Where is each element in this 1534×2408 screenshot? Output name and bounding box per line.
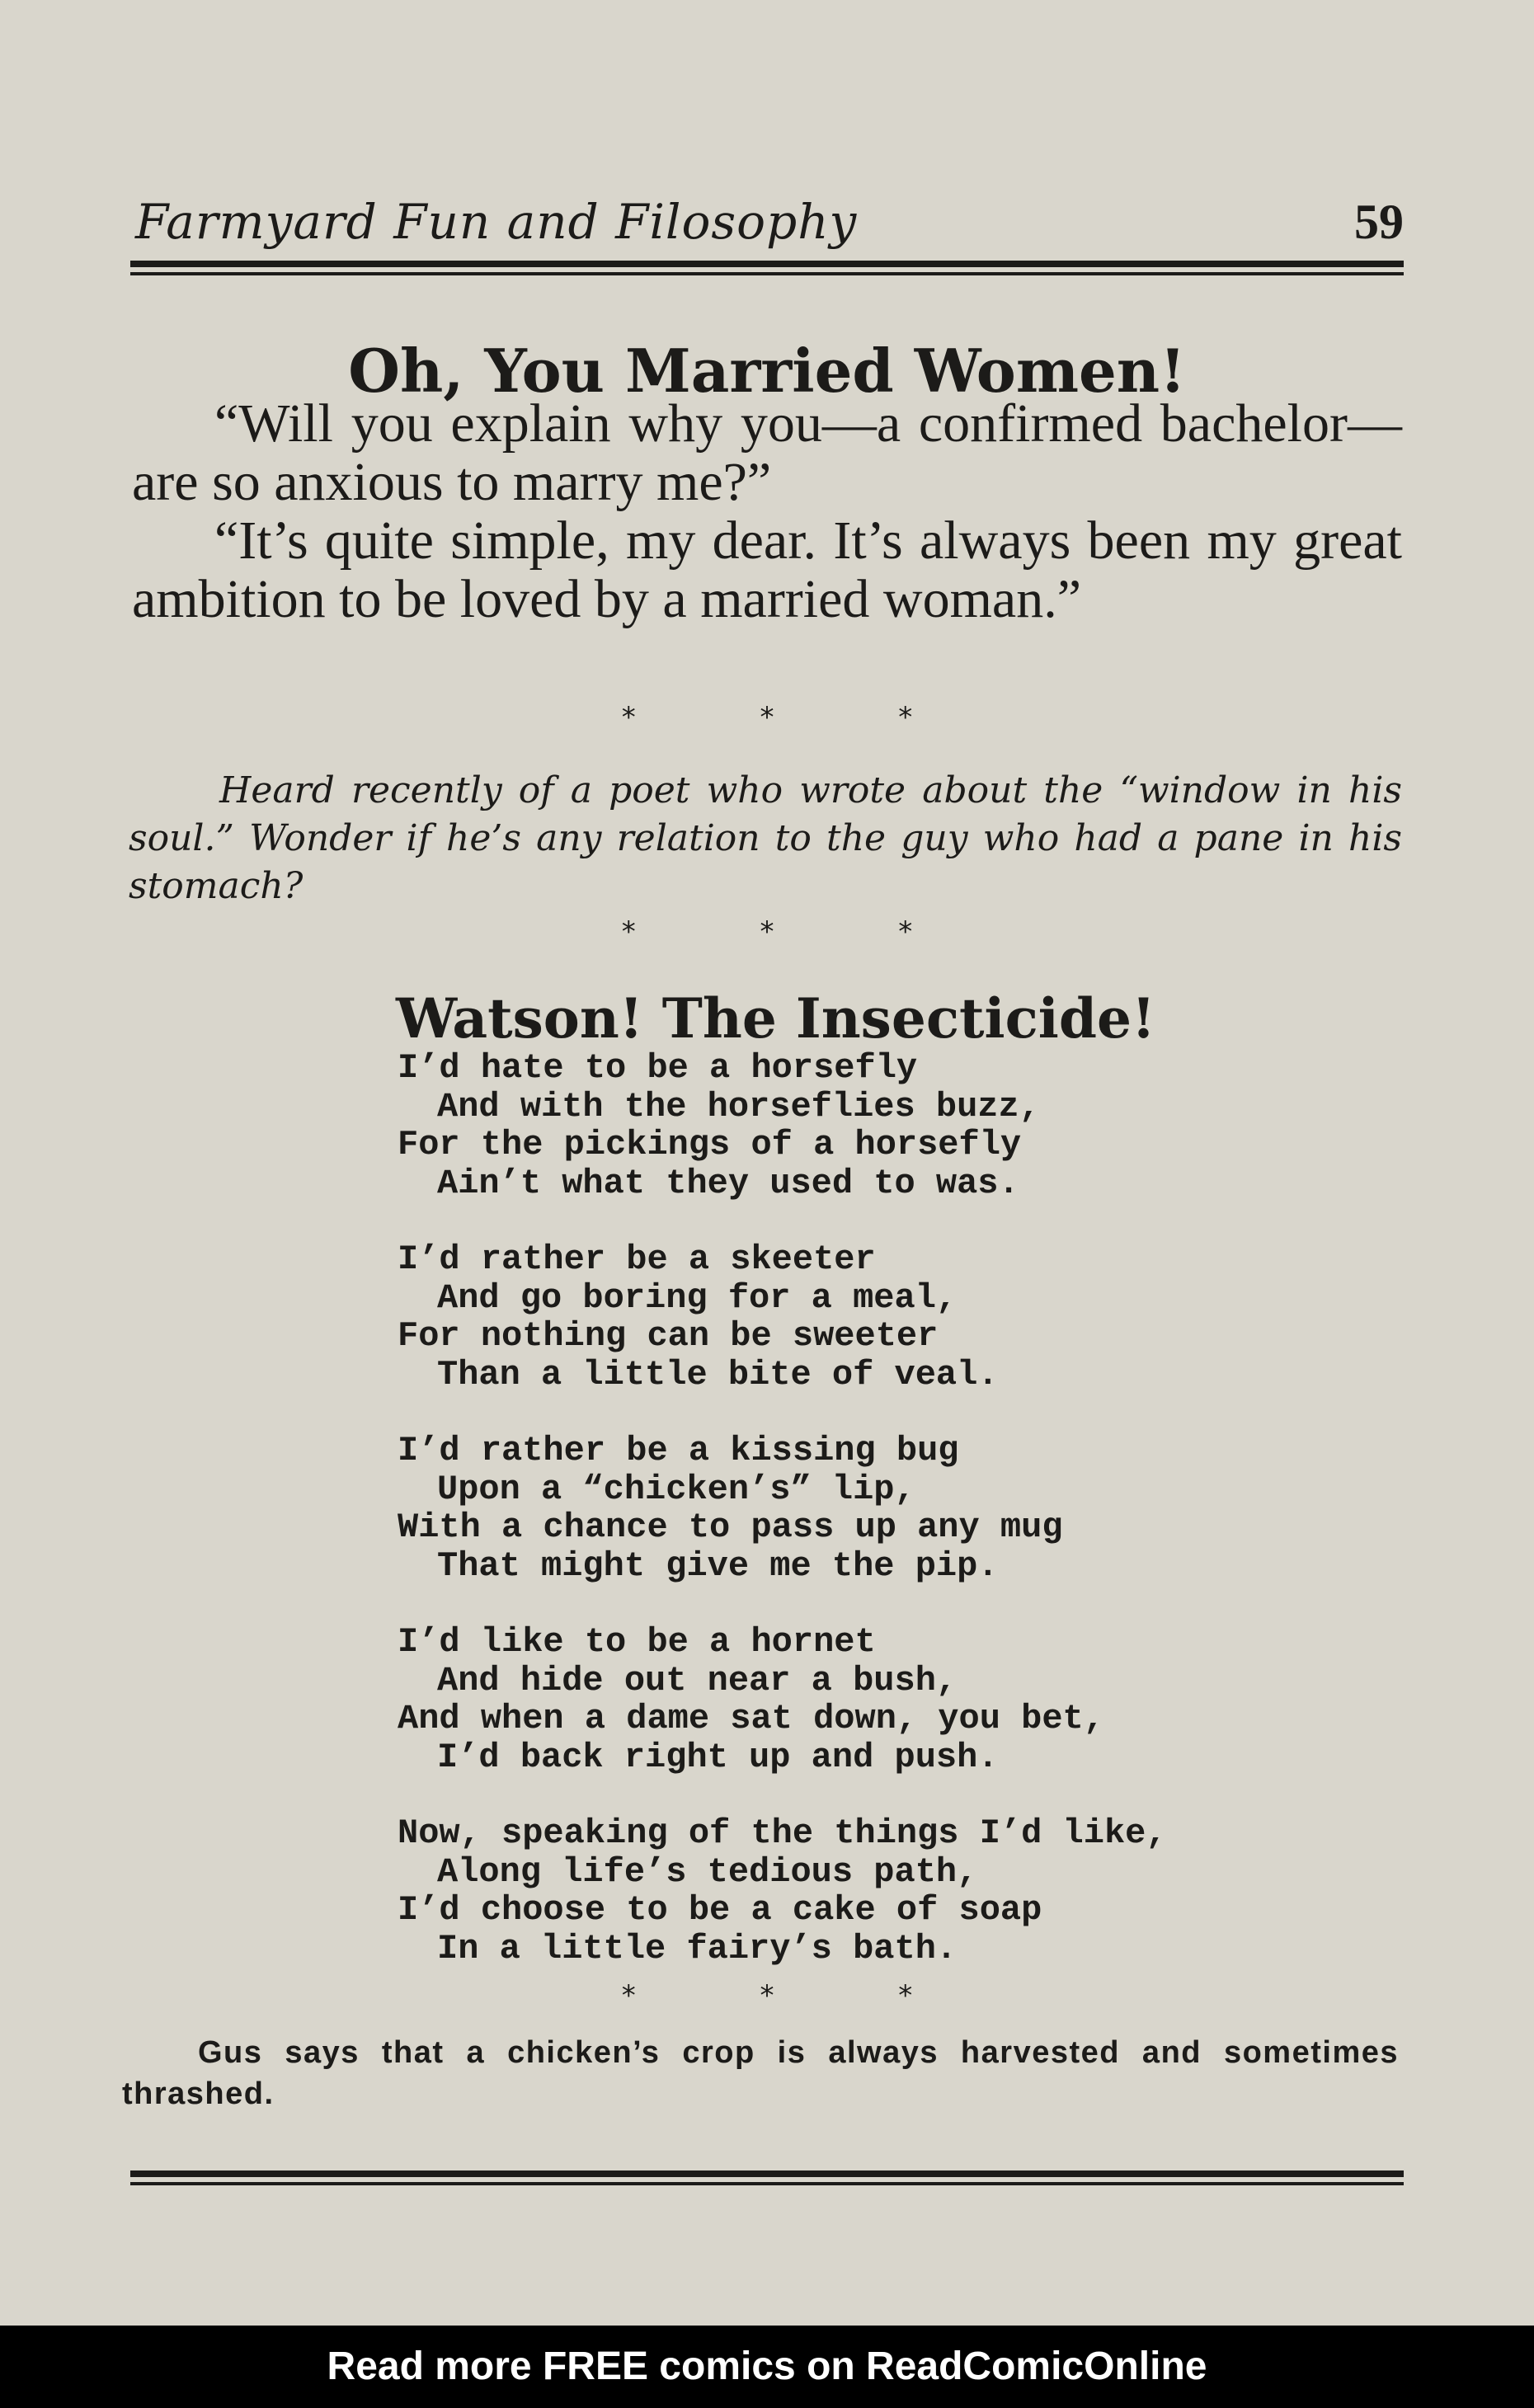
section-separator: * * * [621,701,971,734]
poem-stanza [398,1240,1305,1394]
poem-stanza [398,1814,1305,1968]
section-separator: * * * [621,915,971,948]
poem-stanza [398,1432,1305,1585]
article-body-married-women [132,394,1402,628]
verse-line: That might give me the pip. [437,1545,999,1586]
verse-line: Ain’t what they used to was. [437,1163,1019,1203]
poet-joke-paragraph [129,767,1402,910]
poem-stanza [398,1623,1305,1776]
verse-line: I’d rather be a skeeter [398,1239,876,1279]
verse-line: And with the horseflies buzz, [437,1086,1040,1126]
verse-line: For nothing can be sweeter [398,1316,939,1356]
verse-line: I’d rather be a kissing bug [398,1431,959,1470]
verse-line: Than a little bite of veal. [437,1354,999,1394]
poem-title: Watson! The Insecticide! [396,986,1155,1051]
verse-line: And hide out near a bush, [437,1660,958,1700]
page-header [130,191,1404,252]
poet-joke-text: Heard recently of a poet who wrote about the “window in his soul.” Wonder if he’s any relation to the guy who had a pane in his stomach? [129,769,1402,907]
poem-body [398,1049,1305,2006]
verse-line: Upon a “chicken’s” lip, [437,1469,915,1509]
closing-paragraph [122,2032,1399,2114]
section-separator: * * * [621,1979,971,2012]
footer-double-rule [130,2170,1404,2185]
verse-line: With a chance to pass up any mug [398,1507,1063,1547]
header-double-rule [130,261,1404,275]
promo-banner: Read more FREE comics on ReadComicOnline [0,2326,1534,2408]
verse-line: Along life’s tedious path, [437,1851,978,1892]
running-title: Farmyard Fun and Filosophy [135,194,858,250]
verse-line: I’d back right up and push. [437,1737,999,1777]
verse-line: I’d hate to be a horsefly [398,1048,918,1088]
poem-stanza [398,1049,1305,1202]
dialogue-paragraph-2: “It’s quite simple, my dear. It’s always been my great ambition to be loved by a married woman.” [132,510,1402,629]
closing-text: Gus says that a chicken’s crop is always harvested and sometimes thrashed. [122,2035,1399,2111]
verse-line: In a little fairy’s bath. [437,1928,958,1968]
verse-line: I’d like to be a hornet [398,1622,876,1662]
verse-line: For the pickings of a horsefly [398,1125,1022,1164]
verse-line: And go boring for a meal, [437,1277,958,1318]
verse-line: I’d choose to be a cake of soap [398,1890,1042,1930]
page-number: 59 [1354,195,1404,249]
verse-line: Now, speaking of the things I’d like, [398,1813,1167,1853]
dialogue-paragraph-1: “Will you explain why you—a confirmed bachelor—are so anxious to marry me?” [132,393,1402,512]
verse-line: And when a dame sat down, you bet, [398,1699,1104,1738]
article-title-married-women: Oh, You Married Women! [348,336,1186,406]
